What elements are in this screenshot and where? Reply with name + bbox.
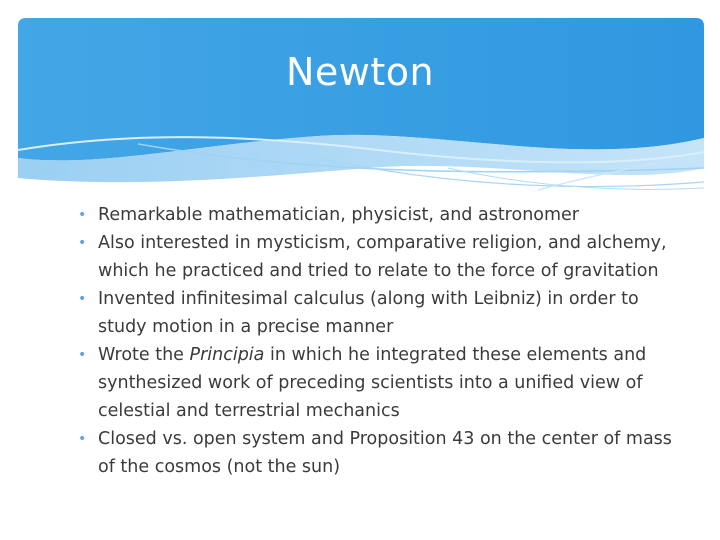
header-banner [18,18,704,208]
bullet-marker: • [78,347,87,363]
bullet-item [78,229,678,285]
slide-title: Newton [285,50,435,94]
bullet-item [78,201,678,229]
bullet-marker: • [78,431,87,447]
bullet-list [78,201,678,481]
bullet-marker: • [78,235,87,251]
bullet-marker: • [78,291,87,307]
bullet-item [78,341,678,425]
bullet-item [78,285,678,341]
book-title-principia: Principia [189,345,265,365]
bullet-text: Invented infinitesimal calculus (along with Leibniz) in order to study motion in a precise manner [98,289,639,337]
bullet-text-after: in which he integrated these elements and synthesized work of preceding scientists into a unified view of celestial and terrestrial mechanics [98,345,647,421]
header-wave-graphic [18,18,704,208]
bullet-item [78,425,678,481]
bullet-text: Remarkable mathematician, physicist, and astronomer [98,205,580,225]
bullet-text: Also interested in mysticism, comparative religion, and alchemy, which he practiced and tried to relate to the force of gravitation [98,233,667,281]
bullet-text-before: Wrote the [98,345,190,365]
bullet-text [98,345,646,421]
bullet-text: Closed vs. open system and Proposition 43 on the center of mass of the cosmos (not the sun) [98,429,672,477]
bullet-marker: • [78,207,87,223]
